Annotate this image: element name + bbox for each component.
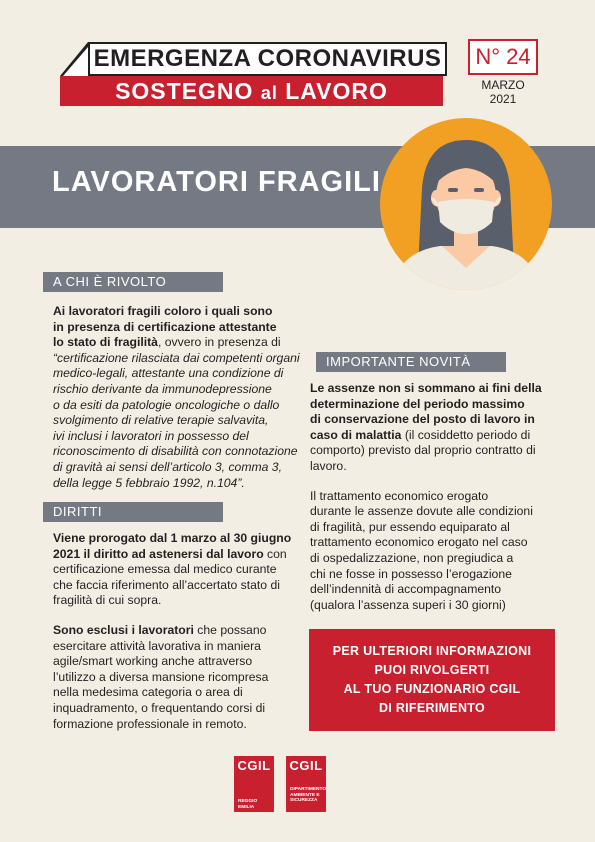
text-line: di conservazione del posto di lavoro in — [310, 412, 535, 427]
cta-line: PER ULTERIORI INFORMAZIONI — [332, 644, 532, 658]
text-line: inquadramento, o frequentando corsi di — [53, 700, 266, 715]
subtitle-part1: SOSTEGNO — [115, 78, 254, 104]
text-line: ivi inclusi i lavoratori in possesso del — [53, 428, 249, 443]
section-label-a-chi: A CHI È RIVOLTO — [43, 272, 223, 292]
cta-line: PUOI RIVOLGERTI — [374, 663, 490, 677]
text-line: Sono esclusi i lavoratori che possano — [53, 622, 267, 637]
text-line: medico-legali, attestante una condizione di — [53, 366, 284, 381]
text-line: l’utilizzo a diversa mansione ricompresa — [53, 669, 269, 684]
diritti-text — [53, 531, 303, 732]
text-line: certificazione emessa dal medico curante — [53, 562, 277, 577]
text-line: determinazione del periodo massimo — [310, 396, 525, 411]
text-line: durante le assenze dovute alle condizioni — [310, 504, 533, 519]
text-line: esercitare attività lavorativa in maniera — [53, 638, 261, 653]
novita-text — [310, 381, 560, 613]
cta-line: AL TUO FUNZIONARIO CGIL — [343, 682, 521, 696]
text-line: (qualora l’assenza superi i 30 giorni) — [310, 597, 506, 612]
a-chi-text — [53, 304, 303, 491]
text-line: 2021 il diritto ad astenersi dal lavoro con — [53, 546, 287, 561]
section-label-novita: IMPORTANTE NOVITÀ — [316, 352, 506, 372]
cta-line: DI RIFERIMENTO — [378, 701, 486, 715]
info-callout — [309, 629, 555, 731]
text-line: caso di malattia (il cosiddetto periodo di — [310, 427, 531, 442]
logo-caption-line: AMBIENTE E — [290, 792, 320, 798]
text-line: che faccia riferimento all’accertato stato di — [53, 577, 280, 592]
header-title: EMERGENZA CORONAVIRUS — [88, 42, 447, 76]
logo-brand: CGIL — [289, 758, 323, 773]
logo-caption: REGGIO EMILIA — [238, 799, 258, 810]
text-line: “certificazione rilasciata dai competenti organi — [53, 350, 300, 365]
text-line: Le assenze non si sommano ai fini della — [310, 381, 542, 395]
issue-number: N° 24 — [468, 39, 538, 75]
section-label-diritti: DIRITTI — [43, 502, 223, 522]
cgil-reggio-emilia-logo — [234, 756, 274, 812]
text-line: di gravità ai sensi dell’articolo 3, comma 3, — [53, 459, 282, 474]
text-line: rischio derivante da immunodepressione — [53, 381, 272, 396]
logo-brand: CGIL — [237, 758, 271, 773]
text-line: trattamento economico erogato nel caso — [310, 535, 528, 550]
text-line: di fragilità, pur essendo equiparato al — [310, 519, 510, 534]
text-line: comporto) previsto dal proprio contratto di — [310, 443, 536, 458]
text-line: chi ne fosse in possesso l’erogazione — [310, 566, 512, 581]
text-line: della legge 5 febbraio 1992, n.104”. — [53, 475, 245, 490]
issue-year: 2021 — [489, 92, 517, 106]
text-line: lo stato di fragilità, ovvero in presenza di — [53, 335, 281, 350]
subtitle-part2: al — [260, 83, 278, 103]
text-line: o da esiti da patologie oncologiche o dallo — [53, 397, 280, 412]
text-line: agile/smart working anche attraverso — [53, 654, 253, 669]
masked-person-illustration — [380, 118, 552, 290]
logo-caption — [286, 773, 326, 804]
text-line: riconoscimento di disabilità con connotazione — [53, 444, 298, 459]
logo-caption-line: DIPARTIMENTO — [290, 787, 327, 792]
text-line: formazione professionale in remoto. — [53, 716, 247, 731]
text-line: Viene prorogato dal 1 marzo al 30 giugno — [53, 531, 292, 545]
text-line: dell’indennità di accompagnamento — [310, 582, 502, 597]
text-line: nella medesima categoria o area di — [53, 685, 243, 700]
text-line: in presenza di certificazione attestante — [53, 319, 277, 334]
text-line: svolgimento di relative terapie salvavita, — [53, 413, 269, 428]
text-line: Il trattamento economico erogato — [310, 488, 489, 503]
cgil-ambiente-sicurezza-logo — [286, 756, 326, 812]
text-line: lavoro. — [310, 458, 347, 473]
issue-date — [468, 78, 538, 106]
header-notch-inner — [63, 47, 88, 76]
text-line: di ospedalizzazione, non pregiudica a — [310, 550, 514, 565]
text-line: Ai lavoratori fragili coloro i quali sono — [53, 304, 273, 318]
page-title: LAVORATORI FRAGILI — [52, 166, 381, 198]
text-line: fragilità di cui sopra. — [53, 593, 162, 608]
issue-month: MARZO — [481, 78, 525, 92]
logo-caption-line: SICUREZZA — [290, 798, 318, 803]
subtitle-part3: LAVORO — [285, 78, 388, 104]
header-subtitle — [60, 76, 443, 106]
